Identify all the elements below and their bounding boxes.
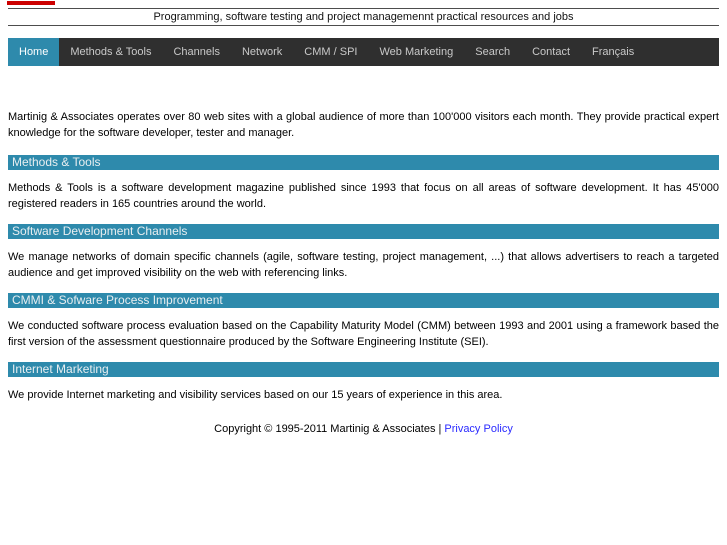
nav-item-home[interactable]: Home xyxy=(8,38,59,66)
section-header-cmmi-process-improvement: CMMI & Sofware Process Improvement xyxy=(8,293,719,308)
nav-item-search[interactable]: Search xyxy=(475,46,511,58)
privacy-policy-link[interactable]: Privacy Policy xyxy=(444,423,513,435)
nav-item-network[interactable]: Network xyxy=(241,46,283,58)
section-header-internet-marketing: Internet Marketing xyxy=(8,362,719,377)
top-red-bar xyxy=(7,1,55,5)
masthead-divider-bottom xyxy=(8,25,719,26)
intro-paragraph: Martinig & Associates operates over 80 web sites with a global audience of more than 100'000 visitors each month. They provide practical expert knowledge for the software developer, tester and manager. xyxy=(8,111,719,139)
nav-item-methods-tools[interactable]: Methods & Tools xyxy=(70,46,152,58)
nav-item-cmm-spi[interactable]: CMM / SPI xyxy=(304,46,358,58)
main-content xyxy=(8,109,719,403)
section-body-cmmi-process-improvement: We conducted software process evaluation based on the Capability Maturity Model (CMM) between 1993 and 2001 using a framework based the first version of the assessment questionnaire produced by the Software Engineering Institute (SEI). xyxy=(8,320,719,348)
section-body-development-channels: We manage networks of domain specific channels (agile, software testing, project management, ...) that allows advertisers to reach a targeted audience and get improved visibility on the web with referencing links. xyxy=(8,251,719,279)
masthead xyxy=(8,0,719,26)
nav-item-channels[interactable]: Channels xyxy=(173,46,220,58)
section-development-channels xyxy=(8,224,719,281)
copyright-text: Copyright © 1995-2011 Martinig & Associates | xyxy=(214,423,442,435)
section-body-internet-marketing: We provide Internet marketing and visibility services based on our 15 years of experience in this area. xyxy=(8,389,503,401)
site-tagline: Programming, software testing and project managemennt practical resources and jobs xyxy=(153,11,574,23)
main-nav xyxy=(8,38,719,66)
section-methods-tools xyxy=(8,155,719,212)
nav-item-web-marketing[interactable]: Web Marketing xyxy=(379,46,454,58)
nav-item-contact[interactable]: Contact xyxy=(532,46,571,58)
section-cmmi-process-improvement xyxy=(8,293,719,350)
footer xyxy=(8,421,719,437)
section-header-development-channels: Software Development Channels xyxy=(8,224,719,239)
section-body-methods-tools: Methods & Tools is a software development magazine published since 1993 that focus on all areas of software development. It has 45'000 registered readers in 165 countries around the world. xyxy=(8,182,719,210)
section-header-methods-tools: Methods & Tools xyxy=(8,155,719,170)
section-internet-marketing xyxy=(8,362,719,403)
nav-item-francais[interactable]: Français xyxy=(592,46,635,58)
